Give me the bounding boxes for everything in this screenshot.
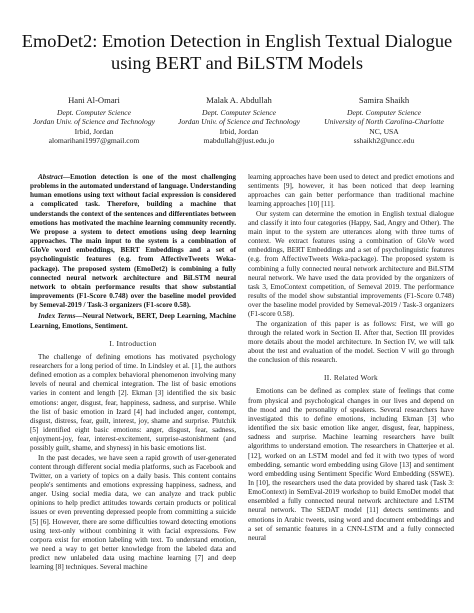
paragraph: Our system can determine the emotion in English textual dialogue and classify it into four categories (Happy, Sad, Angry and Other). The main input to the system are utterances along with three turns of context. We extract features using a combination of GloVe word embeddings, BERT Embeddings and a set of psycholinguistic features (e.g. from AffectiveTweets Weka-package). The proposed system is combining a fully connected neural network architecture and BiLSTM neural network. We have used the data provided by the organizers of task 3, EmoContext competition, of Semeval 2019. The performance results of the model show substantial improvements (F1-Score 0.748) over the baseline model provided by Semeval-2019 / Task-3 organizers (F1-score 0.58). xyxy=(248,209,454,319)
author-univ: Jordan Univ. of Science and Technology xyxy=(32,117,156,127)
right-column xyxy=(248,173,454,543)
paragraph: learning approaches have been used to detect and predict emotions and sentiments [9], however, it has been noticed that deep learning approaches can gain better performance than traditional machine learning approaches [10] [11]. xyxy=(248,173,454,209)
author-univ: Jordan Univ. of Science and Technology xyxy=(177,117,301,127)
section-heading-related-work: II. Related Work xyxy=(324,373,378,383)
author-city: Irbid, Jordan xyxy=(219,126,259,136)
section-heading-introduction: I. Introduction xyxy=(109,338,157,348)
paragraph: In the past decades, we have seen a rapid growth of user-generated content through different social media platforms, such as Facebook and Twitter, on a variety of topics on a daily basis. This content contains people's sentiments and emotions expressing happiness, sadness, and anger. Using social media data, we can analyze and track public opinions to help predict attitudes towards certain products or political issues or even preventing depressed people from committing a suicide [5] [6]. However, there are some difficulties toward detecting emotions using text-only without combining it with facial expressions. Few corpora exist for emotion labeling with text. To understand emotion, we need a way to get better knowledge from the labeled data and predict new unlabeled data using machine learning [7] and deep learning [8] techniques. Several machine xyxy=(30,453,236,572)
author-email: mabdullah@just.edu.jo xyxy=(203,136,275,146)
author-name: Samira Shaikh xyxy=(358,95,410,105)
index-terms-label: Index Terms xyxy=(38,312,76,321)
author-dept: Dept. Computer Science xyxy=(201,107,277,117)
author-3 xyxy=(314,96,454,146)
author-name: Hani Al-Omari xyxy=(68,95,120,105)
abstract-text: —Emotion detection is one of the most challenging problems in the automated understand of language. Understanding human emotions using text without facial expression is considered a complicated task. Therefore, building a machine that understands the context of the sentences and differentiates between emotions has motivated the machine learning community recently. We propose a system to detect emotions using deep learning approaches. The main input to the system is a combination of GloVe word embeddings, BERT Embeddings and a set of psycholinguistic features (e.g. from AffectiveTweets Weka-package). The proposed system (EmoDet2) is combining a fully connected neural network architecture and BiLSTM neural network to obtain performance results that show substantial improvements (F1-Score 0.748) over the baseline model provided by Semeval-2019 / Task-3 organizers (F1-score 0.58). xyxy=(30,173,236,310)
author-email: alomarihani1997@gmail.com xyxy=(48,136,140,146)
author-name: Malak A. Abdullah xyxy=(206,95,272,105)
author-city: NC, USA xyxy=(369,126,399,136)
abstract xyxy=(30,173,236,310)
author-dept: Dept. Computer Science xyxy=(346,107,422,117)
abstract-label: Abstract xyxy=(38,173,63,181)
author-city: Irbid, Jordan xyxy=(74,126,114,136)
paragraph: The organization of this paper is as follows: First, we will go through the related work in Section II. After that, Section III provides more details about the model architecture. In Section IV, we will talk about the test and evaluation of the model. Section V will go through the conclusion of this research. xyxy=(248,319,454,365)
paper-title: EmoDet2: Emotion Detection in English Textual Dialogue using BERT and BiLSTM Models xyxy=(21,31,453,73)
author-block xyxy=(24,96,454,146)
author-univ: University of North Carolina-Charlotte xyxy=(324,117,444,127)
author-1 xyxy=(24,96,164,146)
author-dept: Dept. Computer Science xyxy=(56,107,132,117)
index-terms-text: —Neural Network, BERT, Deep Learning, Machine Learning, Emotions, Sentiment. xyxy=(30,312,236,330)
author-2 xyxy=(169,96,309,146)
paragraph: The challenge of defining emotions has motivated psychology researchers for a long period of time. In Lindsley et al. [1], the authors defined emotion as a complex behavioral phenomenon involving many levels of neural and chemical integration. The list of basic emotions varies in content and length [2]. Ekman [3] identified the six basic emotions: anger, disgust, fear, happiness, sadness, and surprise. While the list of basic emotion in Izard [4] had included anger, contempt, disgust, distress, fear, guilt, interest, joy, shame and surprise. Plutchik [5] identified eight basic emotions: anger, disgust, fear, sadness, enjoyment-joy, fear, interest-excitement, surprise-astonishment (and possibly guilt, shame, and shyness) in his basic emotions list. xyxy=(30,352,236,453)
author-email: sshaikh2@uncc.edu xyxy=(353,136,415,146)
index-terms xyxy=(30,312,236,330)
paragraph: Emotions can be defined as complex state of feelings that come from physical and psychological changes in our lives and depend on the mood and the personality of speakers. Several researchers have investigated this to define emotions, including Ekman [3] who identified the six basic emotion like anger, disgust, fear, happiness, sadness and surprise. Machine learning researchers have built algorithms to understand emotion. The researchers in Chatterjee et al. [12], worked on an LSTM model and fed it with two types of word embedding, semantic word embedding using Glove [13] and sentiment word embedding using Sentiment Specific Word Embedding (SSWE). In [10], the researchers used the data provided by shared task (Task 3: EmoContext) in SemEval-2019 workshop to build EmoDet model that ensembled a fully connected neural network architecture and LSTM neural network. The SEDAT model [11] detects sentiments and emotions in Arabic tweets, using word and document embeddings and a set of semantic features in a CNN-LSTM and a fully connected neural xyxy=(248,387,454,542)
left-column xyxy=(30,173,236,573)
